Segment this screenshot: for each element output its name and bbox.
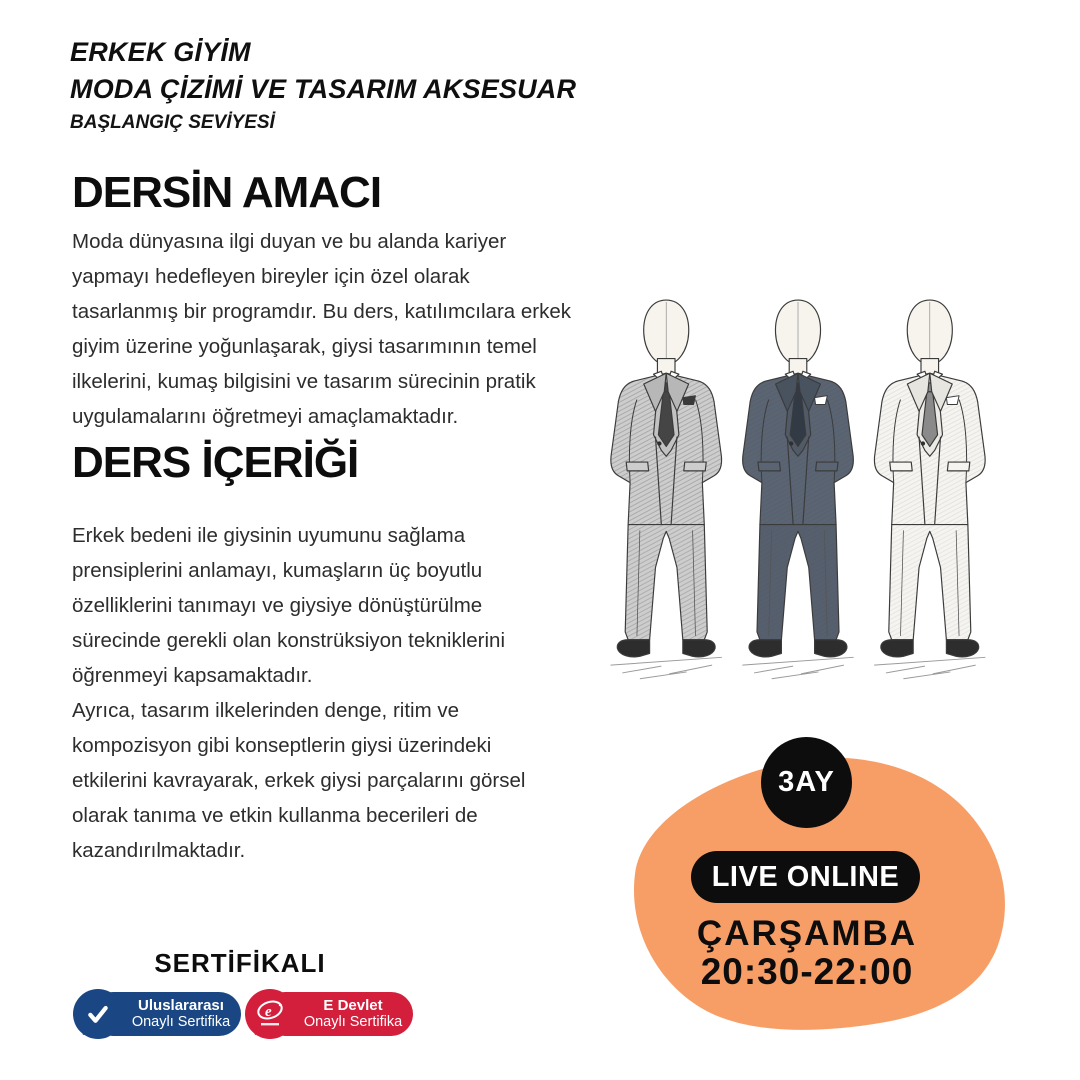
section-title-ders-icerigi: DERS İÇERİĞİ	[72, 438, 359, 487]
e-devlet-logo-icon	[245, 989, 295, 1039]
certification-title: SERTİFİKALI	[154, 948, 326, 978]
header-title-line2: MODA ÇİZİMİ VE TASARIM AKSESUAR	[70, 74, 577, 104]
badge-line1: Uluslararası	[138, 997, 224, 1014]
duration-badge: 3AY	[761, 737, 852, 828]
live-online-badge: LIVE ONLINE	[691, 851, 920, 903]
section-paragraph: Erkek bedeni ile giysinin uyumunu sağlama prensiplerini anlamayı, kumaşların üç boyutlu özelliklerini tanımayı ve giysiye dönüştürülme sürecinde gerekli olan konstrüksiyon tekniklerini öğrenmeyi kapsamaktadır.	[72, 524, 505, 687]
suit-figure-dark	[742, 300, 853, 679]
badge-text	[297, 990, 409, 1038]
header-subtitle: BAŞLANGIÇ SEVİYESİ	[70, 112, 275, 133]
section-title-dersin-amaci: DERSİN AMACI	[72, 168, 382, 217]
cert-badge-edevlet	[245, 990, 413, 1038]
suit-figure-white	[874, 300, 985, 679]
schedule-day: ÇARŞAMBA	[696, 914, 918, 953]
badge-line1: E Devlet	[323, 997, 383, 1014]
badge-line2: Onaylı Sertifika	[131, 1014, 231, 1030]
check-icon	[73, 989, 123, 1039]
section-paragraph: Ayrıca, tasarım ilkelerinden denge, ritim ve kompozisyon gibi konseptlerin giysi üzerindeki etkilerini kavrayarak, erkek giysi parçalarını görsel olarak tanıma ve etkin kullanma becerileri de kazandırılmaktadır.	[72, 699, 526, 862]
badge-text	[125, 990, 237, 1038]
section-body-ders-icerigi	[72, 518, 572, 868]
suit-figure-light	[611, 300, 722, 679]
section-body-dersin-amaci	[72, 224, 572, 434]
men-suits-sketch-illustration	[593, 290, 1003, 681]
e-logo-letter: e	[265, 1004, 272, 1020]
cert-badge-international	[73, 990, 241, 1038]
section-paragraph: Moda dünyasına ilgi duyan ve bu alanda kariyer yapmayı hedefleyen bireyler için özel olarak tasarlanmış bir programdır. Bu ders, katılımcılara erkek giyim üzerine yoğunlaşarak, giysi tasarımının temel ilkelerini, kumaş bilgisini ve tasarım sürecinin pratik uygulamalarını öğretmeyi amaçlamaktadır.	[72, 230, 572, 428]
header	[70, 34, 576, 136]
schedule-time: 20:30-22:00	[700, 951, 914, 992]
header-title-line1: ERKEK GİYİM	[70, 37, 251, 67]
badge-line2: Onaylı Sertifika	[303, 1014, 403, 1030]
